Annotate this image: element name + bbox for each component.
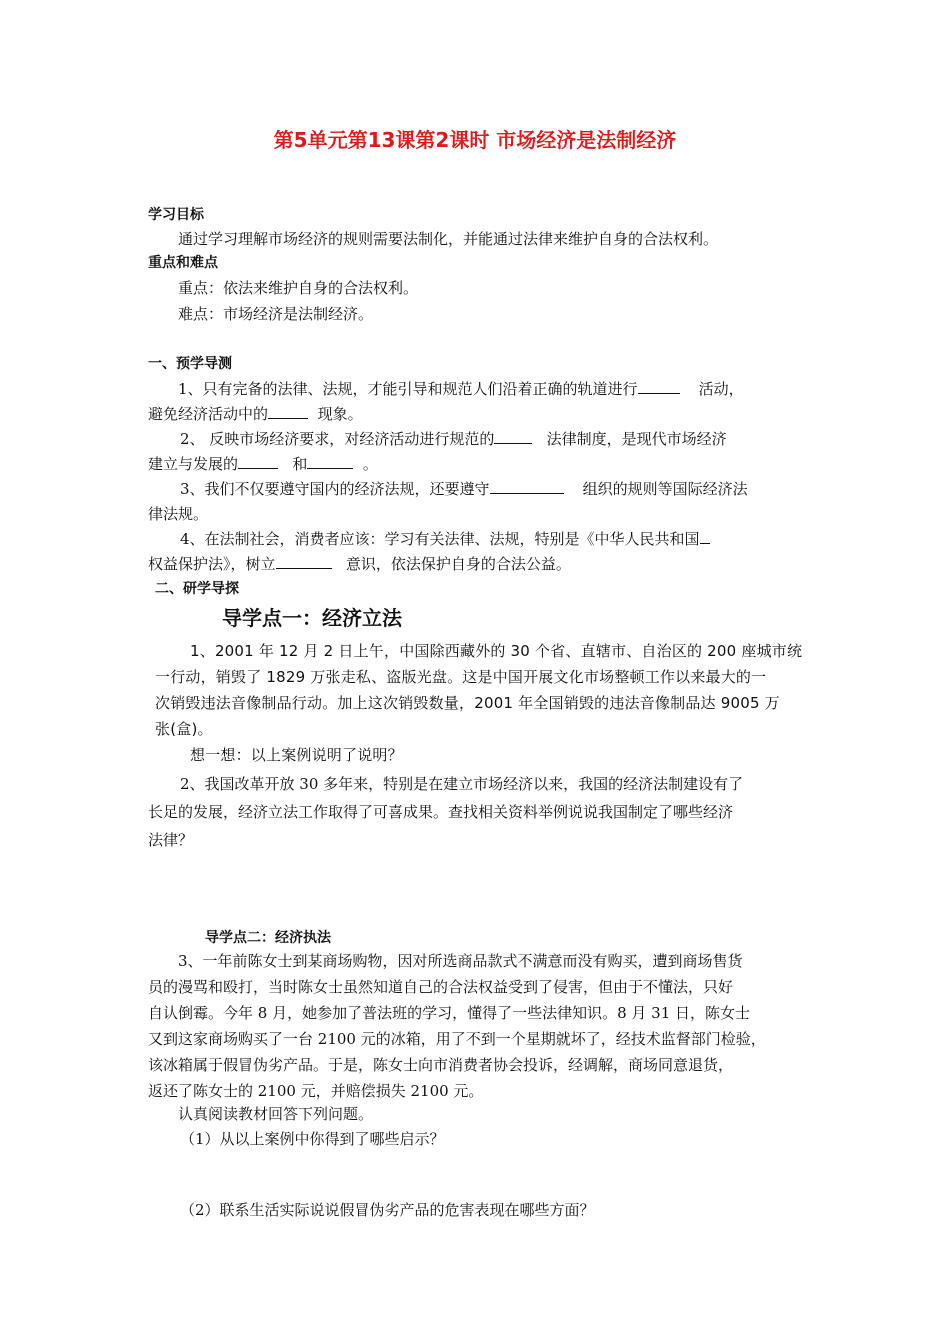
case-1-line-4: 张(盒)。: [155, 720, 213, 738]
question-2-text-a: 2、 反映市场经济要求，对经济活动进行规范的: [180, 430, 495, 448]
blank-4[interactable]: [238, 454, 278, 469]
question-2-text-d: 和: [292, 455, 308, 473]
question-4-line-1: [180, 528, 710, 549]
blank-3[interactable]: [494, 429, 532, 444]
point-1-heading: 导学点一：经济立法: [222, 606, 402, 630]
question-4-text-c: 意识，依法保护自身的合法公益。: [345, 555, 571, 573]
key-point-text: 重点：依法来维护自身的合法权利。: [178, 279, 419, 297]
question-1-text-c: 避免经济活动中的: [148, 405, 269, 423]
case-3-line-5: 该冰箱属于假冒伪劣产品。于是，陈女士向市消费者协会投诉，经调解，商场同意退货，: [148, 1056, 734, 1074]
question-4-text-a: 4、在法制社会，消费者应该：学习有关法律、法规，特别是《中华人民共和国: [180, 530, 700, 548]
blank-2[interactable]: [268, 404, 308, 419]
difficulty-text: 难点：市场经济是法制经济。: [178, 305, 374, 323]
question-2-line-1: [180, 428, 727, 449]
question-1-text-d: 现象。: [317, 405, 363, 423]
question-1-line-1: [178, 378, 744, 399]
think-prompt: 想一想：以上案例说明了说明？: [190, 746, 403, 764]
question-2-text-b: 法律制度，是现代市场经济: [546, 430, 727, 448]
blank-7[interactable]: [700, 529, 710, 544]
research-heading: 二、研学导探: [155, 581, 239, 597]
case-2-line-2: 长足的发展，经济立法工作取得了可喜成果。查找相关资料举例说说我国制定了哪些经济: [148, 803, 734, 821]
blank-6[interactable]: [490, 479, 564, 494]
case-3-line-6: 返还了陈女士的 2100 元，并赔偿损失 2100 元。: [148, 1082, 484, 1100]
objectives-text: 通过学习理解市场经济的规则需要法制化，并能通过法律来维护自身的合法权利。: [178, 230, 719, 248]
case-3-line-2: 员的漫骂和殴打，当时陈女士虽然知道自己的合法权益受到了侵害，但由于不懂法，只好: [148, 978, 734, 996]
case-1-line-1: 1、2001 年 12 月 2 日上午，中国除西藏外的 30 个省、直辖市、自治区的 200 座城市统: [190, 642, 803, 660]
question-3-line-1: [180, 478, 748, 499]
objectives-heading: 学习目标: [148, 207, 204, 223]
blank-1[interactable]: [638, 379, 680, 394]
question-2-text-e: 。: [362, 455, 378, 473]
question-3-text-a: 3、我们不仅要遵守国内的经济法规，还要遵守: [180, 480, 490, 498]
preview-heading: 一、预学导测: [148, 356, 232, 372]
blank-8[interactable]: [276, 554, 332, 569]
question-4-text-b: 权益保护法》，树立: [148, 555, 276, 573]
question-1-text-a: 1、只有完备的法律、法规，才能引导和规范人们沿着正确的轨道进行: [178, 380, 638, 398]
question-4-line-2: [148, 553, 571, 574]
key-points-heading: 重点和难点: [148, 255, 218, 271]
question-3-text-b: 组织的规则等国际经济法: [582, 480, 748, 498]
case-3-line-4: 又到这家商场购买了一台 2100 元的冰箱，用了不到一个星期就坏了，经技术监督部门检验，: [148, 1030, 766, 1048]
question-2-text-c: 建立与发展的: [148, 455, 239, 473]
case-3-line-3: 自认倒霉。今年 8 月，她参加了普法班的学习，懂得了一些法律知识。8 月 31 日，陈女士: [148, 1004, 751, 1022]
blank-5[interactable]: [307, 454, 353, 469]
question-2-line-2: [148, 453, 378, 474]
case-1-line-2: 一行动，销毁了 1829 万张走私、盗版光盘。这是中国开展文化市场整顿工作以来最大的一: [155, 668, 767, 686]
case-2-line-1: 2、我国改革开放 30 多年来，特别是在建立市场经济以来，我国的经济法制建设有了: [180, 775, 744, 793]
question-5: （1）从以上案例中你得到了哪些启示？: [180, 1130, 445, 1148]
question-1-line-2: [148, 403, 363, 424]
case-2-line-3: 法律？: [148, 831, 194, 849]
page-title: 第5单元第13课第2课时 市场经济是法制经济: [273, 128, 677, 152]
case-1-line-3: 次销毁违法音像制品行动。加上这次销毁数量，2001 年全国销毁的违法音像制品达 9005 万: [155, 694, 780, 712]
question-1-text-b: 活动，: [698, 380, 744, 398]
case-3-line-1: 3、一年前陈女士到某商场购物，因对所选商品款式不满意而没有购买，遭到商场售货: [178, 952, 743, 970]
point-2-heading: 导学点二：经济执法: [205, 930, 331, 946]
question-3-line-2: 律法规。: [148, 505, 209, 523]
reading-instruction: 认真阅读教材回答下列问题。: [178, 1105, 374, 1123]
question-6: （2）联系生活实际说说假冒伪劣产品的危害表现在哪些方面？: [180, 1201, 595, 1219]
